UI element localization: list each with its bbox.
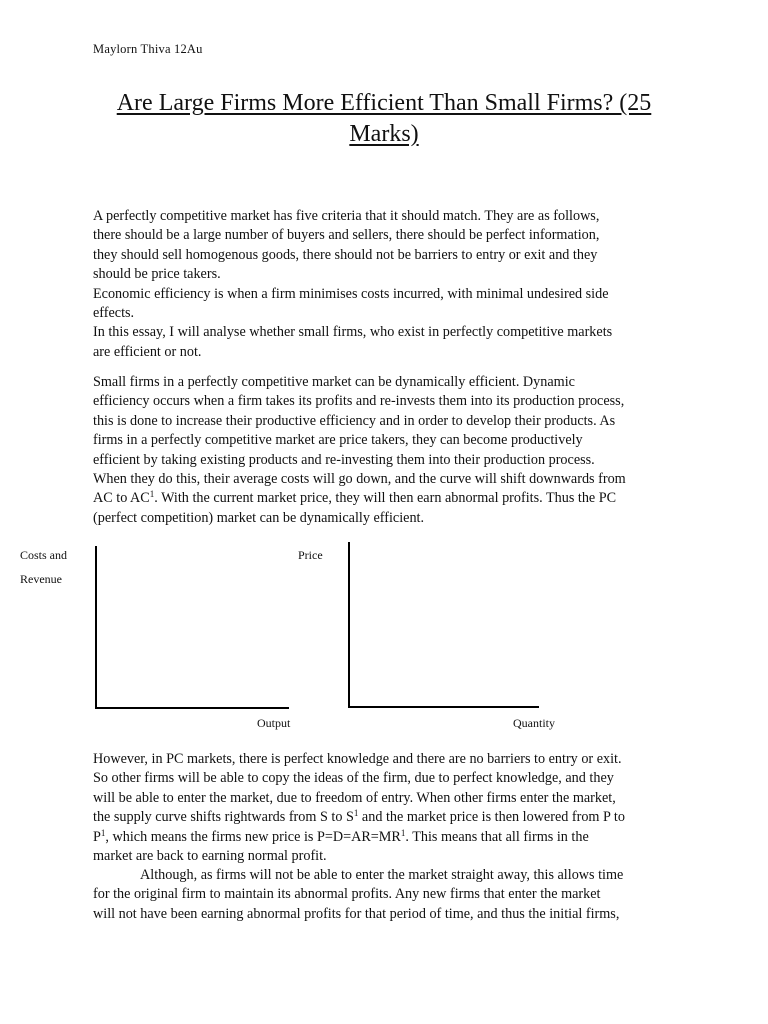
- text-line: Economic efficiency is when a firm minimises costs incurred, with minimal undesired side: [93, 285, 609, 302]
- text-line: efficiency occurs when a firm takes its profits and re-invests them into its production process,: [93, 393, 625, 410]
- text-line: [93, 828, 693, 847]
- text-line: So other firms will be able to copy the ideas of the firm, due to perfect knowledge, and they: [93, 770, 614, 787]
- title-line-2: Marks): [349, 121, 419, 147]
- text-fragment: AC to AC: [93, 490, 150, 507]
- text-line: for the original firm to maintain its abnormal profits. Any new firms that enter the market: [93, 886, 601, 903]
- paragraph-entry-delay: [93, 866, 693, 924]
- text-line: efficient by taking existing products and re-investing them into their production process.: [93, 451, 595, 468]
- text-line: will not have been earning abnormal profits for that period of time, and thus the initial firms,: [93, 905, 620, 922]
- paragraph-intro: [93, 207, 693, 362]
- text-fragment: . With the current market price, they will then earn abnormal profits. Thus the PC: [154, 490, 617, 507]
- x-axis-line: [95, 707, 289, 709]
- text-fragment: , which means the firms new price is P=D=AR=MR: [105, 828, 401, 845]
- superscript: 1: [149, 489, 155, 500]
- text-fragment: P: [93, 828, 101, 845]
- text-line: However, in PC markets, there is perfect knowledge and there are no barriers to entry or exit.: [93, 751, 622, 767]
- text-line: Although, as firms will not be able to enter the market straight away, this allows time: [140, 867, 624, 883]
- text-line: this is done to increase their productive efficiency and in order to develop their products. As: [93, 412, 616, 429]
- y-axis-label: Price: [298, 548, 323, 562]
- text-line: effects.: [93, 305, 135, 322]
- text-fragment: the supply curve shifts rightwards from S to S: [93, 809, 354, 826]
- y-axis-label-line-2: Revenue: [20, 572, 62, 586]
- paragraph-dynamic-efficiency: [93, 373, 693, 528]
- text-line: [93, 808, 693, 827]
- x-axis-line: [348, 706, 539, 708]
- text-fragment: and the market price is then lowered from P to: [358, 809, 625, 826]
- text-line: firms in a perfectly competitive market are price takers, they can become productively: [93, 432, 583, 449]
- y-axis-line: [348, 542, 350, 707]
- superscript: 1: [353, 808, 359, 819]
- superscript: 1: [100, 827, 106, 838]
- text-fragment: . This means that all firms in the: [405, 828, 589, 845]
- text-line: Small firms in a perfectly competitive market can be dynamically efficient. Dynamic: [93, 374, 575, 390]
- text-line: are efficient or not.: [93, 343, 202, 360]
- text-line: should be price takers.: [93, 266, 221, 283]
- y-axis-label-line-1: Costs and: [20, 548, 68, 562]
- superscript: 1: [400, 827, 406, 838]
- title-line-1: Are Large Firms More Efficient Than Small Firms? (25: [116, 90, 652, 116]
- text-line: (perfect competition) market can be dynamically efficient.: [93, 509, 425, 526]
- text-line: When they do this, their average costs will go down, and the curve will shift downwards from: [93, 471, 626, 488]
- author-line: Maylorn Thiva 12Au: [93, 42, 203, 56]
- paragraph-pc-markets: [93, 750, 693, 866]
- y-axis-line: [95, 546, 97, 708]
- text-line: market are back to earning normal profit.: [93, 848, 327, 865]
- text-line: will be able to enter the market, due to freedom of entry. When other firms enter the market,: [93, 789, 616, 806]
- text-line: A perfectly competitive market has five criteria that it should match. They are as follows,: [93, 208, 600, 224]
- text-line: [93, 489, 693, 508]
- x-axis-label: Quantity: [513, 716, 555, 730]
- text-line: there should be a large number of buyers and sellers, there should be perfect information,: [93, 227, 600, 244]
- text-line: In this essay, I will analyse whether small firms, who exist in perfectly competitive markets: [93, 324, 613, 341]
- page-title: [60, 88, 708, 150]
- x-axis-label: Output: [257, 716, 291, 730]
- text-line: they should sell homogenous goods, there should not be barriers to entry or exit and they: [93, 246, 598, 263]
